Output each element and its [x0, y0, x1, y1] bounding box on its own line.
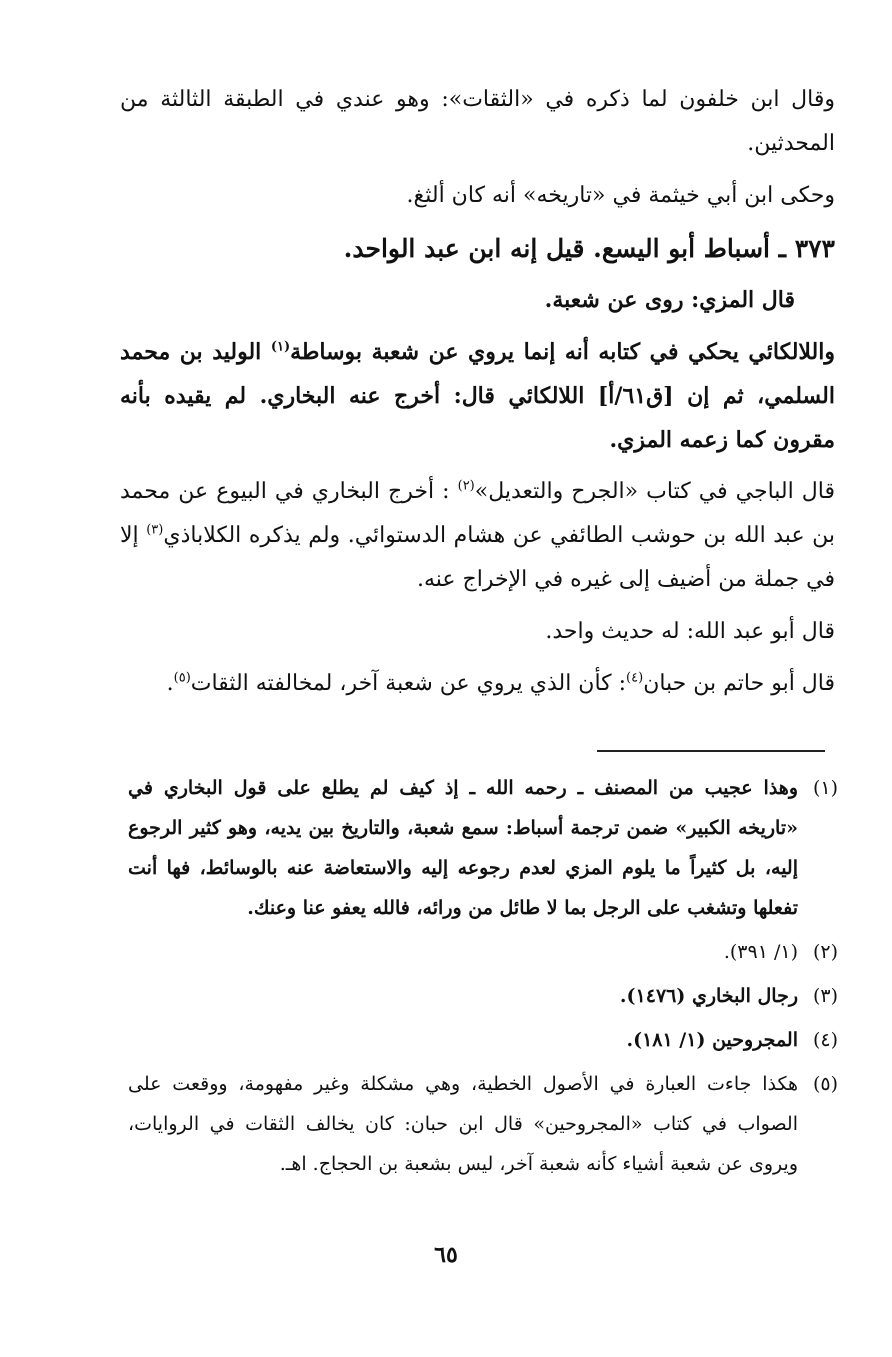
text-segment: إلا في جملة من أضيف إلى غيره في الإخراج عنه. — [120, 523, 835, 592]
text-segment: . — [166, 671, 174, 696]
text-segment: : أخرج البخاري في البيوع عن محمد بن عبد الله بن حوشب الطائفي عن هشام الدستوائي. ولم يذكره الكلاباذي — [120, 479, 835, 548]
footnote-text: وهذا عجيب من المصنف ـ رحمه الله ـ إذ كيف لم يطلع على قول البخاري في «تاريخه الكبير» ضمن ترجمة أسباط: سمع شعبة، والتاريخ بين يديه، وهو كثير الرجوع إليه، بل كثيراً ما يلوم المزي لعدم رجوعه إليه والاستعاضة عنه بالوسائط، فها أنت تفعلها وتشغب على الرجل بما لا طائل من ورائه، فالله يعفو عنا وعنك. — [128, 777, 798, 919]
paragraph-ibn-khalfun: وقال ابن خلفون لما ذكره في «الثقات»: وهو عندي في الطبقة الثالثة من المحدثين. — [120, 87, 835, 156]
footnotes — [128, 768, 838, 1188]
text-segment: واللالكائي يحكي في كتابه أنه إنما يروي عن شعبة بوساطة — [290, 339, 835, 365]
footnote-ref-4: (٤) — [626, 670, 644, 686]
paragraph-al-mizzi: قال المزي: روى عن شعبة. — [544, 287, 795, 313]
paragraph-ibn-abi-khaythama: وحكى ابن أبي خيثمة في «تاريخه» أنه كان ألثغ. — [406, 183, 835, 208]
footnote-text: رجال البخاري (١٤٧٦). — [619, 985, 798, 1007]
footnote-5 — [128, 1064, 838, 1184]
footnote-ref-1: (١) — [270, 339, 291, 355]
footnote-text: (١/ ٣٩١). — [723, 941, 798, 963]
footnote-number: (١) — [812, 777, 838, 799]
footnote-4 — [128, 1020, 838, 1060]
text-segment: قال أبو حاتم بن حبان — [643, 671, 835, 696]
footnote-separator — [597, 750, 825, 752]
text-segment: قال الباجي في كتاب «الجرح والتعديل» — [474, 479, 835, 504]
main-text — [120, 78, 835, 714]
footnote-ref-2: (٢) — [457, 478, 475, 494]
footnote-number: (٣) — [812, 985, 838, 1007]
footnote-number: (٥) — [812, 1073, 838, 1095]
footnote-text: هكذا جاءت العبارة في الأصول الخطية، وهي مشكلة وغير مفهومة، ووقعت على الصواب في كتاب «المجروحين» قال ابن حبان: كان يخالف الثقات في الروايات، ويروى عن شعبة أشياء كأنه شعبة آخر، ليس بشعبة بن الحجاج. اهـ. — [128, 1073, 798, 1175]
paragraph-al-baji — [120, 470, 835, 602]
page-number: ٦٥ — [434, 1242, 458, 1268]
paragraph-ibn-hibban — [120, 662, 835, 706]
footnote-number: (٢) — [812, 941, 838, 963]
footnote-2 — [128, 932, 838, 972]
paragraph-lalakai — [120, 330, 835, 462]
paragraph-abu-abdillah: قال أبو عبد الله: له حديث واحد. — [545, 619, 835, 644]
text-segment: : كأن الذي يروي عن شعبة آخر، لمخالفته الثقات — [190, 671, 627, 696]
footnote-1 — [128, 768, 838, 928]
footnote-ref-5: (٥) — [173, 670, 191, 686]
footnote-ref-3: (٣) — [146, 522, 164, 538]
text-segment: الوليد بن محمد السلمي، ثم إن [ق٦١/أ] اللالكائي قال: أخرج عنه البخاري. لم يقيده بأنه مقرون كما زعمه المزي. — [120, 339, 835, 453]
entry-heading-373: ٣٧٣ ـ أسباط أبو اليسع. قيل إنه ابن عبد الواحد. — [343, 234, 835, 263]
footnote-text: المجروحين (١/ ١٨١). — [626, 1029, 798, 1051]
footnote-number: (٤) — [812, 1029, 838, 1051]
footnote-3 — [128, 976, 838, 1016]
